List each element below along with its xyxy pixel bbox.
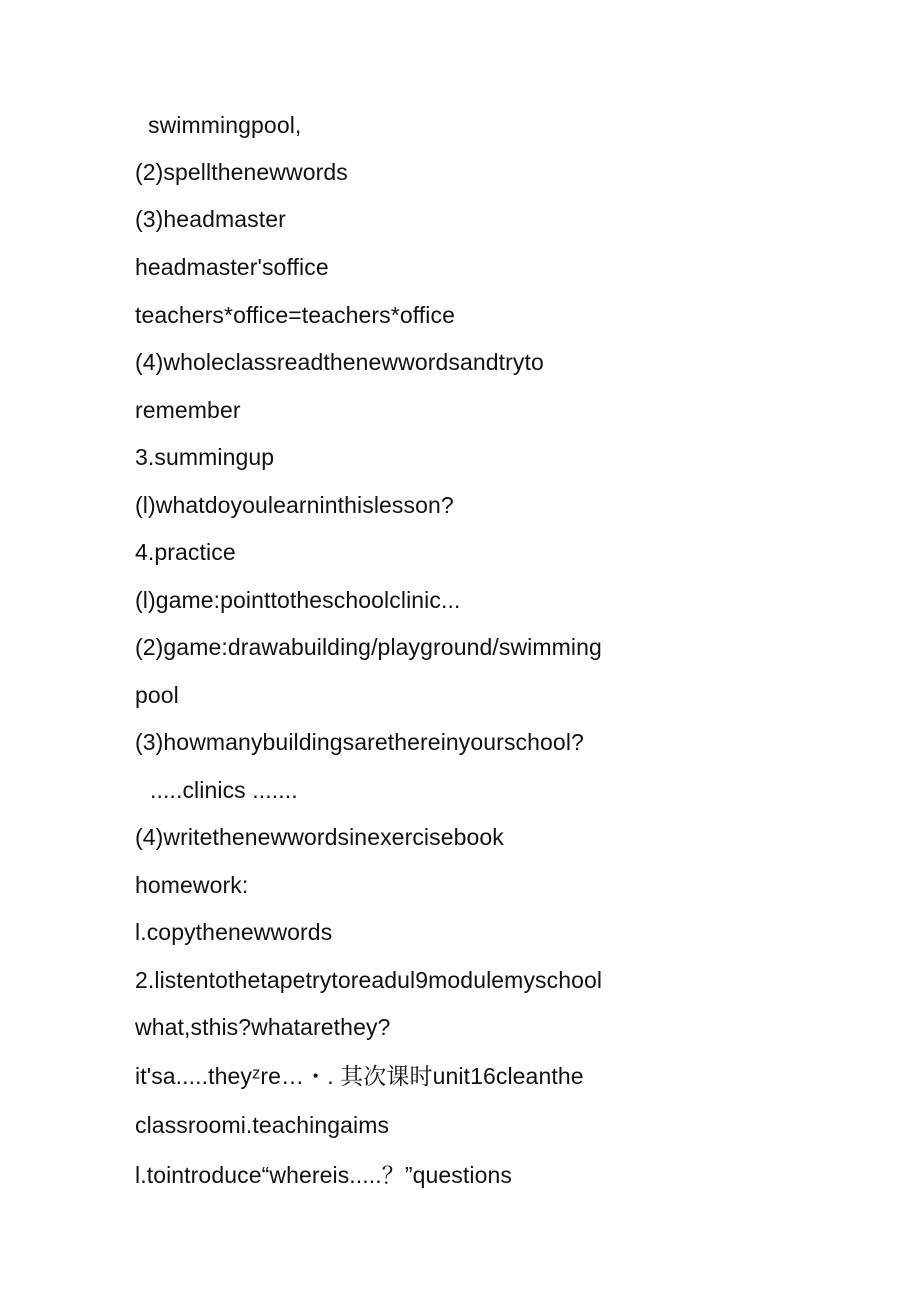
text-line-7: remember	[135, 397, 241, 423]
text-line-19: 2.listentothetapetrytoreadul9modulemyschool	[135, 967, 603, 993]
text-line-8: 3.summingup	[135, 444, 275, 470]
text-line-3: (3)headmaster	[135, 206, 286, 232]
text-line-13: pool	[135, 682, 179, 708]
text-line-17: homework:	[135, 872, 249, 898]
text-line-9: (l)whatdoyoulearninthislesson?	[135, 492, 454, 518]
text-line-6: (4)wholeclassreadthenewwordsandtryto	[135, 349, 544, 375]
text-line-11: (l)game:pointtotheschoolclinic...	[135, 587, 461, 613]
text-line-12: (2)game:drawabuilding/playground/swimming	[135, 634, 602, 660]
text-line-14: (3)howmanybuildingsarethereinyourschool?	[135, 729, 584, 755]
text-line-10: 4.practice	[135, 539, 236, 565]
text-line-1: swimmingpool,	[148, 112, 302, 138]
text-line-21: it'sa.....theyᶻre…・. 其次课时unit16cleanthe	[135, 1063, 584, 1089]
text-line-16: (4)writethenewwordsinexercisebook	[135, 824, 504, 850]
text-line-18: l.copythenewwords	[135, 919, 333, 945]
text-line-15: .....clinics .......	[150, 777, 298, 803]
text-line-2: (2)spellthenewwords	[135, 159, 348, 185]
text-line-5: teachers*office=teachers*office	[135, 302, 455, 328]
text-line-22: classroomi.teachingaims	[135, 1112, 390, 1138]
text-line-23: l.tointroduce“whereis.....？”questions	[135, 1162, 512, 1188]
text-line-4: headmaster'soffice	[135, 254, 329, 280]
text-line-20: what,sthis?whatarethey?	[135, 1014, 391, 1040]
